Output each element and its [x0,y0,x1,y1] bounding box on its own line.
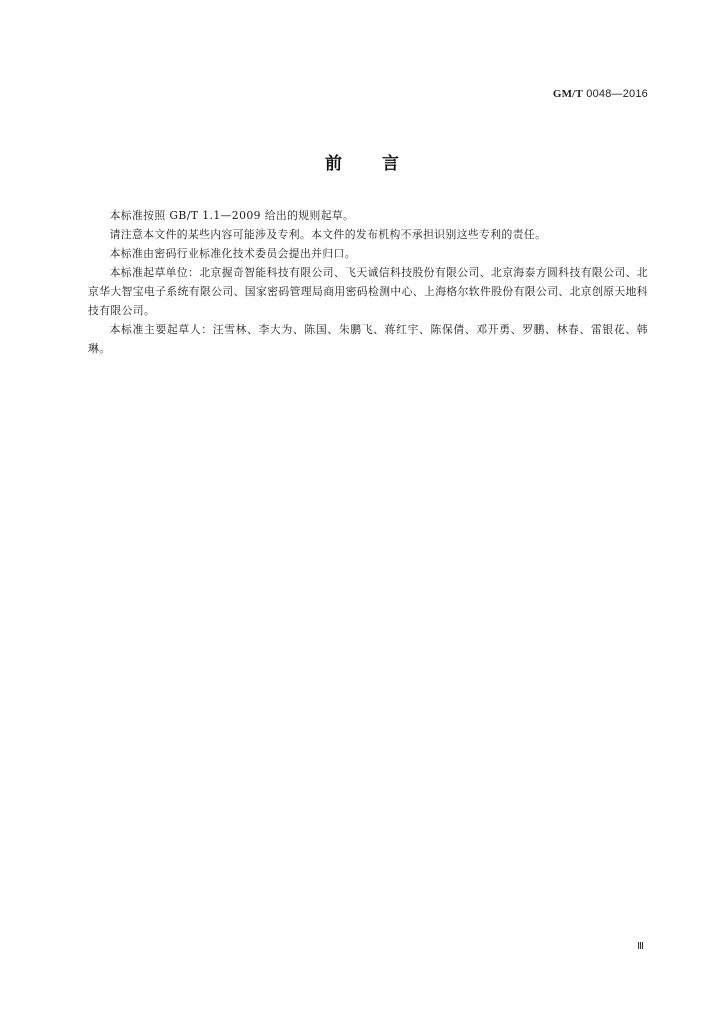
standard-code-prefix: GM/T [552,88,583,100]
foreword-body [88,206,648,358]
foreword-paragraph-proposer: 本标准由密码行业标准化技术委员会提出并归口。 [109,247,356,260]
foreword-paragraph-drafting-rules: 本标准按照 GB/T 1.1—2009 给出的规则起草。 [109,209,355,222]
page-number: Ⅲ [637,941,644,952]
foreword-paragraph-patent-notice: 请注意本文件的某些内容可能涉及专利。本文件的发布机构不承担识别这些专利的责任。 [109,228,547,241]
standard-code-number: 0048—2016 [586,88,648,100]
page-title: 前言 [325,154,439,174]
foreword-paragraph-drafting-units: 本标准起草单位：北京握奇智能科技有限公司、飞天诚信科技股份有限公司、北京海泰方圆科技有限公司、北京华大智宝电子系统有限公司、国家密码管理局商用密码检测中心、上海格尔软件股份有限公司、北京创原天地科技有限公司。 [88,266,648,317]
standard-code [553,88,648,100]
foreword-paragraph-drafters: 本标准主要起草人：汪雪林、李大为、陈国、朱鹏飞、蒋红宇、陈保倩、邓开勇、罗鹏、林春、雷银花、韩琳。 [88,323,648,355]
